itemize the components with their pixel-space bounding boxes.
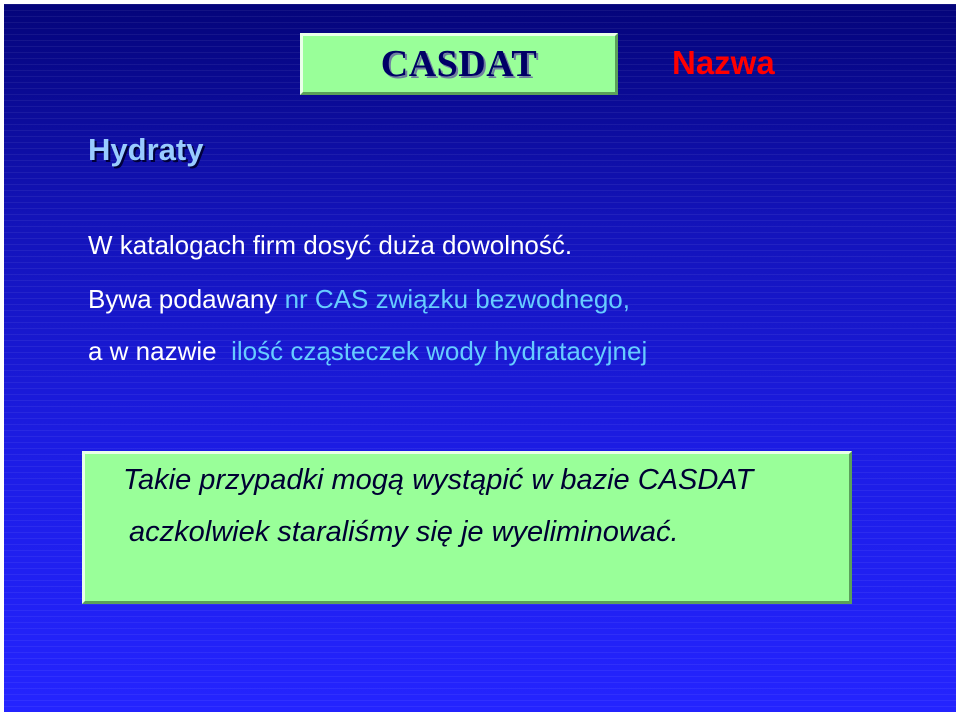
corner-label: Nazwa [672, 44, 775, 81]
body-line-3-highlight: ilość cząsteczek wody hydratacyjnej [231, 336, 648, 366]
body-line-2-prefix: Bywa podawany [88, 284, 285, 314]
title-box [300, 33, 618, 95]
section-heading: Hydraty [88, 132, 204, 167]
body-line-1 [88, 230, 572, 261]
body-line-2-highlight: nr CAS związku bezwodnego, [284, 284, 630, 314]
note-box [82, 451, 852, 604]
note-line-1: Takie przypadki mogą wystąpić w bazie CASDAT [123, 464, 754, 496]
body-line-3 [88, 336, 647, 367]
slide [4, 4, 956, 712]
body-line-2 [88, 284, 630, 315]
slide-title: CASDAT [380, 43, 538, 85]
note-line-2: aczkolwiek staraliśmy się je wyeliminować. [129, 516, 679, 548]
body-line-1-text: W katalogach firm dosyć duża dowolność. [88, 230, 573, 260]
body-line-3-prefix: a w nazwie [88, 336, 232, 366]
